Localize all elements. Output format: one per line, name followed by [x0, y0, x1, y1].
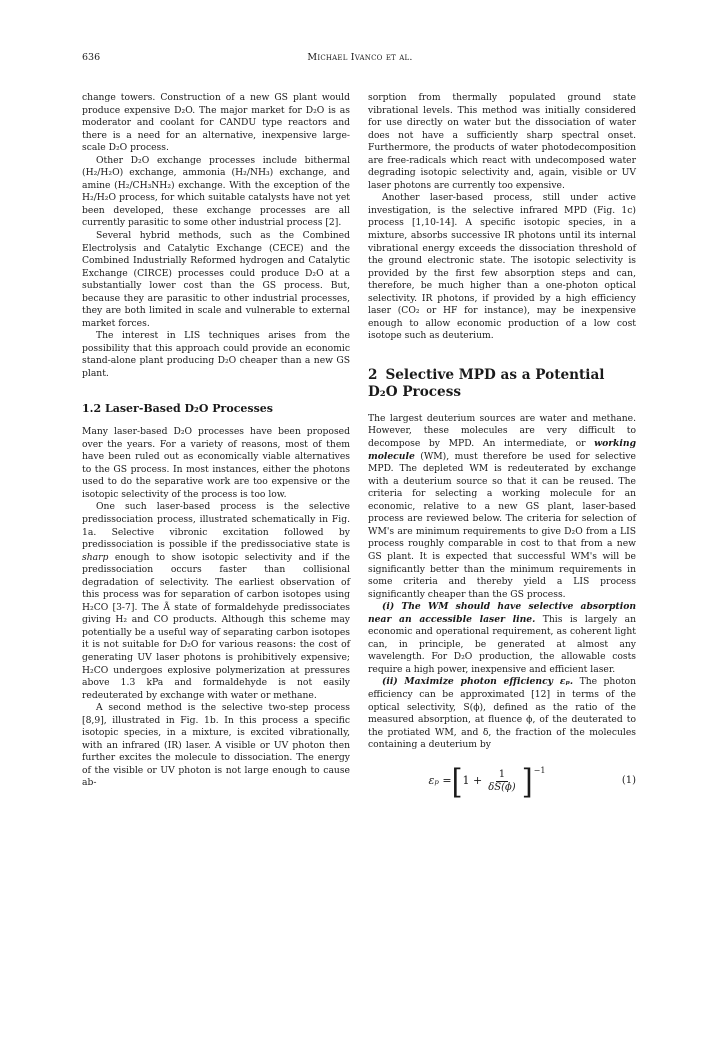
- subsection-heading: 1.2 Laser-Based D₂O Processes: [82, 401, 273, 415]
- running-head: Michael Ivanco et al.: [307, 52, 413, 63]
- criterion-lead: (i) The WM should have selective absorption near an accessible laser line.: [368, 601, 636, 625]
- fraction: [485, 769, 519, 795]
- right-bracket: ]: [521, 761, 533, 801]
- left-column: [82, 92, 350, 790]
- equation-lhs: εₚ =: [428, 774, 452, 788]
- right-column: [368, 92, 636, 802]
- section-title-line-1: Selective MPD as a Potential: [385, 366, 605, 383]
- page-header: [82, 52, 638, 68]
- section-number: 2: [368, 366, 378, 383]
- fraction-numerator: 1: [496, 769, 508, 783]
- text-run: This is largely an economic and operational requirement, as coherent light can, in principle, be generated at almost any wavelength. For D₂O production, the allowable costs require a high power, inexpensive and efficient laser.: [368, 613, 636, 675]
- paragraph: [82, 501, 350, 702]
- text-run: (WM), must therefore be used for selective MPD. The depleted WM is redeuterated by exchange with a deuterium source so that it can be reused. The criteria for selecting a working molecule for an economic, relative to a new GS plant, laser-based process are reviewed below. The criteria for selection of WM's are minimum requirements to give D₂O from a LIS process roughly comparable in cost to that from a new GS plant. It is expected that successful WM's will be significantly better than the minimum requirements in some criteria and thereby yield a LIS process significantly cheaper than the GS process.: [368, 450, 636, 600]
- paragraph: [368, 601, 636, 676]
- section-heading: [368, 367, 636, 401]
- paragraph: Other D₂O exchange processes include bithermal (H₂/H₂O) exchange, ammonia (H₂/NH₃) exchange, and amine (H₂/CH₃NH₂) exchange. With the exception of the H₂/H₂O process, for which suitable catalysts have not yet been developed, these exchange processes are all currently parasitic to some other industrial process [2].: [82, 154, 350, 229]
- equation-number: (1): [621, 775, 636, 787]
- paragraph: A second method is the selective two-step process [8,9], illustrated in Fig. 1b. In this process a specific isotopic species, in a mixture, is excited vibrationally, with an infrared (IR) laser. A visible or UV photon then further excites the molecule to dissociation. The energy of the visible or UV photon is not large enough to cause ab-: [82, 702, 350, 789]
- paragraph: change towers. Construction of a new GS plant would produce expensive D₂O. The major market for D₂O is as moderator and coolant for CANDU type reactors and there is a need for an alternative, inexpensive large-scale D₂O process.: [82, 92, 350, 154]
- page-number: 636: [82, 52, 101, 63]
- exponent: −1: [533, 766, 546, 776]
- text-run: The largest deuterium sources are water and methane. However, these molecules are very difficult to decompose by MPD. An intermediate, or: [368, 412, 636, 450]
- paragraph: [368, 413, 636, 601]
- text-run: The photon efficiency can be approximated [12] in terms of the optical selectivity, S(ϕ), defined as the ratio of the measured absorption, at fluence ϕ, of the deuterated to the protiated WM, and δ, the fraction of the molecules containing a deuterium by: [368, 676, 636, 751]
- paragraph: Another laser-based process, still under active investigation, is the selective infrared MPD (Fig. 1c) process [1,10-14]. A specific isotopic species, in a mixture, absorbs successive IR photons until its internal vibrational energy exceeds the dissociation threshold of the ground electronic state. The isotopic selectivity is provided by the first few absorption steps and can, therefore, be much higher than a one-photon optical selectivity. IR photons, if provided by a high efficiency laser (CO₂ or HF for instance), may be inexpensive enough to allow economic production of a low cost isotope such as deuterium.: [368, 192, 636, 342]
- equation-term: 1 +: [462, 774, 483, 788]
- paragraph: Many laser-based D₂O processes have been proposed over the years. For a variety of reasons, most of them have been ruled out as economically viable alternatives to the GS process. In most instances, either the photons used to do the separative work are too expensive or the isotopic selectivity of the process is too low.: [82, 426, 350, 500]
- equation-1: [368, 762, 636, 802]
- equation-body: [368, 761, 606, 801]
- text-run: One such laser-based process is the selective predissociation process, illustrated schematically in Fig. 1a. Selective vibronic excitation followed by predissociation is possible if the predissociative state is: [82, 501, 350, 551]
- paragraph: Several hybrid methods, such as the Combined Electrolysis and Catalytic Exchange (CECE) and the Combined Industrially Reformed hydrogen and Catalytic Exchange (CIRCE) processes could produce D₂O at a substantially lower cost than the GS process. But, because they are parasitic to other industrial processes, they are both limited in scale and vulnerable to external market forces.: [82, 230, 350, 329]
- fraction-denominator: δS(ϕ): [488, 782, 516, 794]
- text-run: enough to show isotopic selectivity and if the predissociation occurs faster than collisional degradation of selectivity. The earliest observation of this process was for separation of carbon isotopes using H₂CO [3-7]. The Ã state of formaldehyde predissociates giving H₂ and CO products. Although this scheme may potentially be a useful way of separating carbon isotopes it is not suitable for D₂O for various reasons: the cost of generating UV laser photons is prohibitively expensive; H₂CO undergoes explosive polymerization at pressures above 1.3 kPa and formaldehyde is not easily redeuterated by exchange with water or methane.: [82, 551, 350, 701]
- paragraph: The interest in LIS techniques arises from the possibility that this approach could provide an economic stand-alone plant producing D₂O cheaper than a new GS plant.: [82, 330, 350, 380]
- paragraph: sorption from thermally populated ground state vibrational levels. This method was initially considered for use directly on water but the dissociation of water does not have a sufficiently sharp spectral onset. Furthermore, the products of water photodecomposition are free-radicals which react with undecomposed water degrading isotopic selectivity and, again, visible or UV laser photons are currently too expensive.: [368, 92, 636, 191]
- section-title-line-2: D₂O Process: [368, 383, 461, 400]
- criterion-lead: (ii) Maximize photon efficiency εₚ.: [382, 676, 574, 688]
- emphasis: sharp: [82, 551, 109, 563]
- paragraph: [368, 676, 636, 751]
- left-bracket: [: [451, 761, 463, 801]
- emphasis: working molecule: [368, 438, 636, 462]
